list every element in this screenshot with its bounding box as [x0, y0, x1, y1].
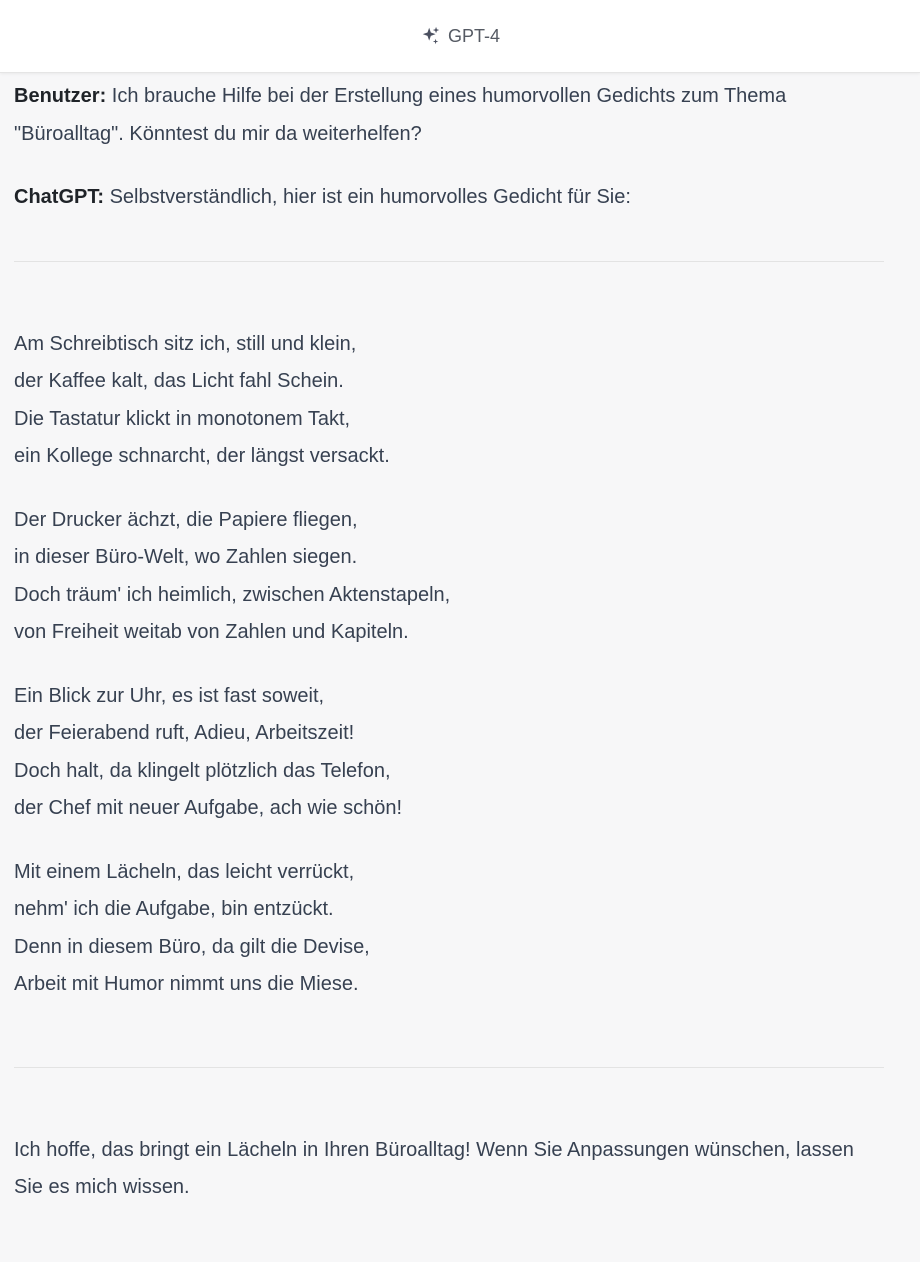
assistant-message-text: Selbstverständlich, hier ist ein humorvolles Gedicht für Sie:	[109, 186, 631, 208]
poem-line: Die Tastatur klickt in monotonem Takt,	[14, 407, 351, 430]
poem-line: der Kaffee kalt, das Licht fahl Schein.	[14, 370, 344, 392]
poem-line: Der Drucker ächzt, die Papiere fliegen,	[14, 508, 358, 531]
poem-stanza	[14, 854, 886, 1004]
assistant-message	[14, 179, 886, 217]
user-message-text: Ich brauche Hilfe bei der Erstellung eines humorvollen Gedichts zum Thema "Büroalltag". Könntest du mir da weiterhelfen?	[14, 85, 787, 145]
poem-line: in dieser Büro-Welt, wo Zahlen siegen.	[14, 546, 358, 568]
user-speaker-label: Benutzer:	[14, 85, 107, 107]
poem	[14, 326, 886, 1004]
poem-line: Am Schreibtisch sitz ich, still und klein,	[14, 332, 357, 355]
assistant-speaker-label: ChatGPT:	[14, 186, 104, 208]
poem-line: Doch träum' ich heimlich, zwischen Aktenstapeln,	[14, 583, 451, 606]
poem-line: ein Kollege schnarcht, der längst versackt.	[14, 445, 390, 467]
poem-line: der Chef mit neuer Aufgabe, ach wie schön!	[14, 797, 403, 819]
poem-line: von Freiheit weitab von Zahlen und Kapiteln.	[14, 621, 409, 643]
user-message	[14, 78, 886, 153]
poem-line: Doch halt, da klingelt plötzlich das Telefon,	[14, 759, 391, 782]
sparkle-icon	[420, 25, 442, 47]
poem-line: Ein Blick zur Uhr, es ist fast soweit,	[14, 684, 325, 707]
poem-line: nehm' ich die Aufgabe, bin entzückt.	[14, 898, 334, 920]
model-selector[interactable]	[420, 25, 500, 47]
top-bar	[0, 0, 920, 73]
closing-message: Ich hoffe, das bringt ein Lächeln in Ihren Büroalltag! Wenn Sie Anpassungen wünschen, lassen Sie es mich wissen.	[14, 1138, 854, 1198]
poem-line: Mit einem Lächeln, das leicht verrückt,	[14, 860, 355, 883]
poem-stanza	[14, 326, 886, 476]
conversation	[14, 78, 886, 1207]
poem-line: der Feierabend ruft, Adieu, Arbeitszeit!	[14, 722, 355, 744]
poem-stanza	[14, 502, 886, 652]
poem-line: Arbeit mit Humor nimmt uns die Miese.	[14, 973, 359, 995]
poem-line: Denn in diesem Büro, da gilt die Devise,	[14, 935, 370, 958]
poem-stanza	[14, 678, 886, 828]
model-name: GPT-4	[447, 25, 500, 46]
